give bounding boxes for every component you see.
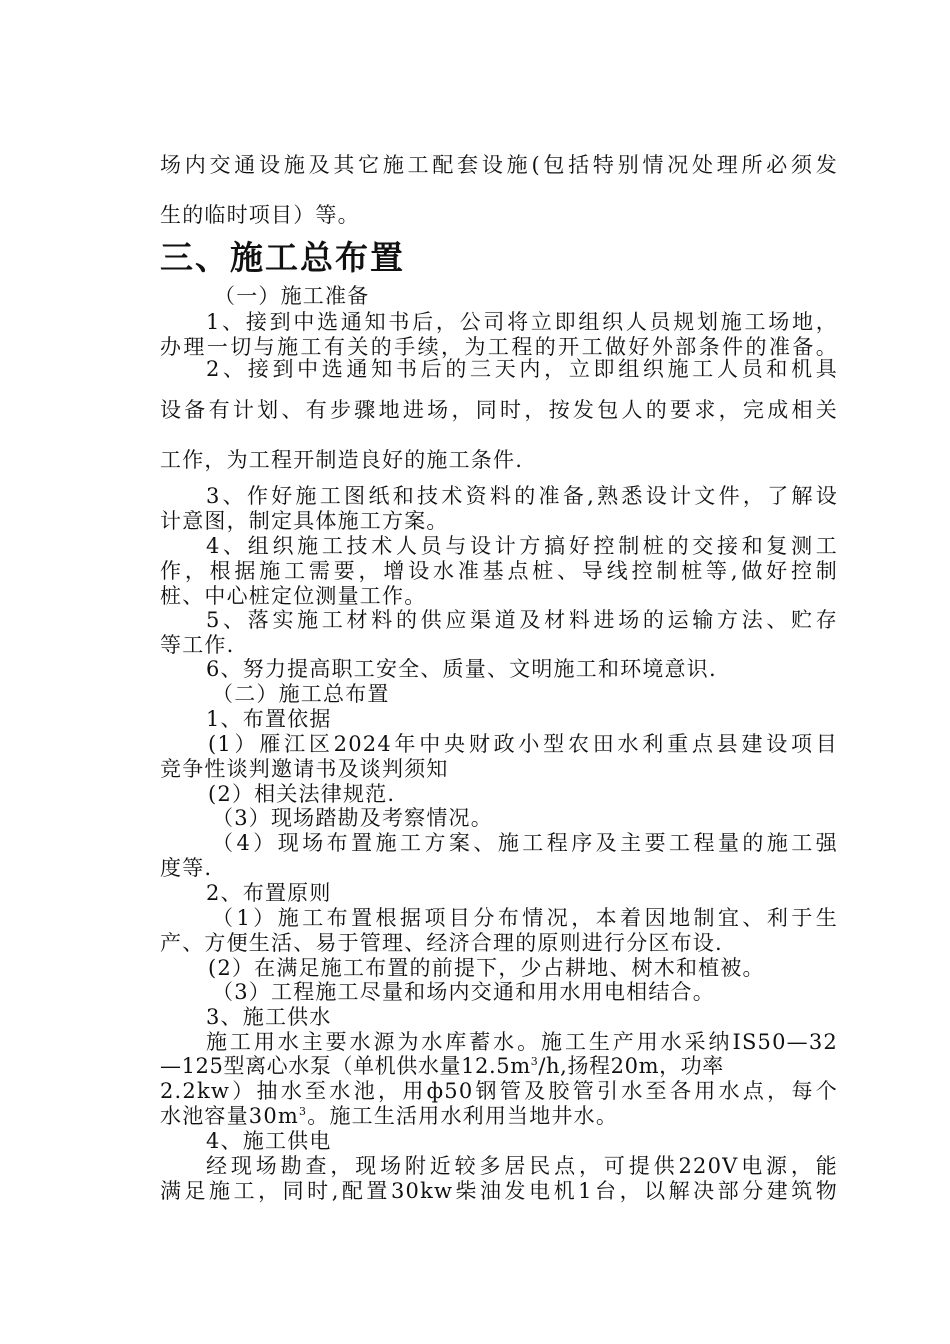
text-line: 2、接到中选通知书后的三天内，立即组织施工人员和机具 (206, 357, 838, 381)
text-line: 6、努力提高职工安全、质量、文明施工和环境意识. (206, 657, 717, 681)
text-line: (1）雁江区2024年中央财政小型农田水利重点县建设项目 (208, 732, 838, 756)
text-line: 3、作好施工图纸和技术资料的准备,熟悉设计文件，了解设 (206, 484, 838, 508)
section-heading: 三、施工总布置 (160, 238, 405, 277)
text-line: 4、施工供电 (206, 1129, 332, 1153)
text-line: （1）施工布置根据项目分布情况，本着因地制宜、利于生 (212, 906, 838, 930)
text-line: 施工用水主要水源为水库蓄水。施工生产用水采纳IS50—32 (206, 1030, 838, 1054)
text-line: 1、布置依据 (206, 707, 332, 731)
text-line: (2）在满足施工布置的前提下，少占耕地、树木和植被。 (208, 956, 765, 980)
text-line: 2、布置原则 (206, 881, 332, 905)
text-line: 作，根据施工需要，增设水准基点桩、导线控制桩等,做好控制 (160, 559, 838, 583)
text-line: 满足施工，同时,配置30kw柴油发电机1台，以解决部分建筑物 (160, 1179, 838, 1203)
text-line: 产、方便生活、易于管理、经济合理的原则进行分区布设. (160, 931, 723, 955)
text-line: 竞争性谈判邀请书及谈判须知 (160, 757, 449, 781)
text-line: 度等. (160, 856, 213, 880)
text-line: 4、组织施工技术人员与设计方搞好控制桩的交接和复测工 (206, 534, 838, 558)
text-line: (2）相关法律规范. (208, 782, 396, 806)
text-line: 场内交通设施及其它施工配套设施(包括特别情况处理所必须发 (160, 153, 838, 177)
text-line: 5、落实施工材料的供应渠道及材料进场的运输方法、贮存 (206, 608, 838, 632)
text-line: 1、接到中选通知书后，公司将立即组织人员规划施工场地， (206, 310, 838, 334)
text-line: （4）现场布置施工方案、施工程序及主要工程量的施工强 (212, 831, 838, 855)
text-line: 3、施工供水 (206, 1005, 332, 1029)
text-segment: /h,扬程20m，功率 (538, 1054, 724, 1078)
subsection-heading: （二）施工总布置 (212, 682, 390, 706)
subsection-heading: （一）施工准备 (214, 284, 370, 308)
text-line: 2.2kw）抽水至水池，用ф50钢管及胶管引水至各用水点，每个 (160, 1079, 838, 1103)
text-line: 经现场勘查，现场附近较多居民点，可提供220V电源，能 (206, 1154, 838, 1178)
text-line: 办理一切与施工有关的手续，为工程的开工做好外部条件的准备。 (160, 335, 838, 359)
text-line: 生的临时项目）等。 (160, 203, 360, 227)
superscript: 3 (299, 1105, 308, 1118)
text-line: （3）现场踏勘及考察情况。 (212, 806, 493, 830)
text-line: 桩、中心桩定位测量工作。 (160, 584, 427, 608)
text-line (160, 1103, 838, 1129)
text-segment: 水池容量30m (160, 1104, 300, 1128)
text-line: 工作，为工程开制造良好的施工条件. (160, 448, 524, 472)
text-line: （3）工程施工尽量和场内交通和用水用电相结合。 (212, 980, 715, 1004)
text-line: 计意图，制定具体施工方案。 (160, 509, 449, 533)
superscript: 3 (530, 1055, 539, 1068)
text-segment: —125型离心水泵（单机供水量12.5m (160, 1054, 531, 1078)
text-segment: 。施工生活用水利用当地井水。 (307, 1104, 619, 1128)
text-line (160, 1053, 838, 1079)
text-line: 等工作. (160, 633, 235, 657)
text-line: 设备有计划、有步骤地进场，同时，按发包人的要求，完成相关 (160, 398, 838, 422)
